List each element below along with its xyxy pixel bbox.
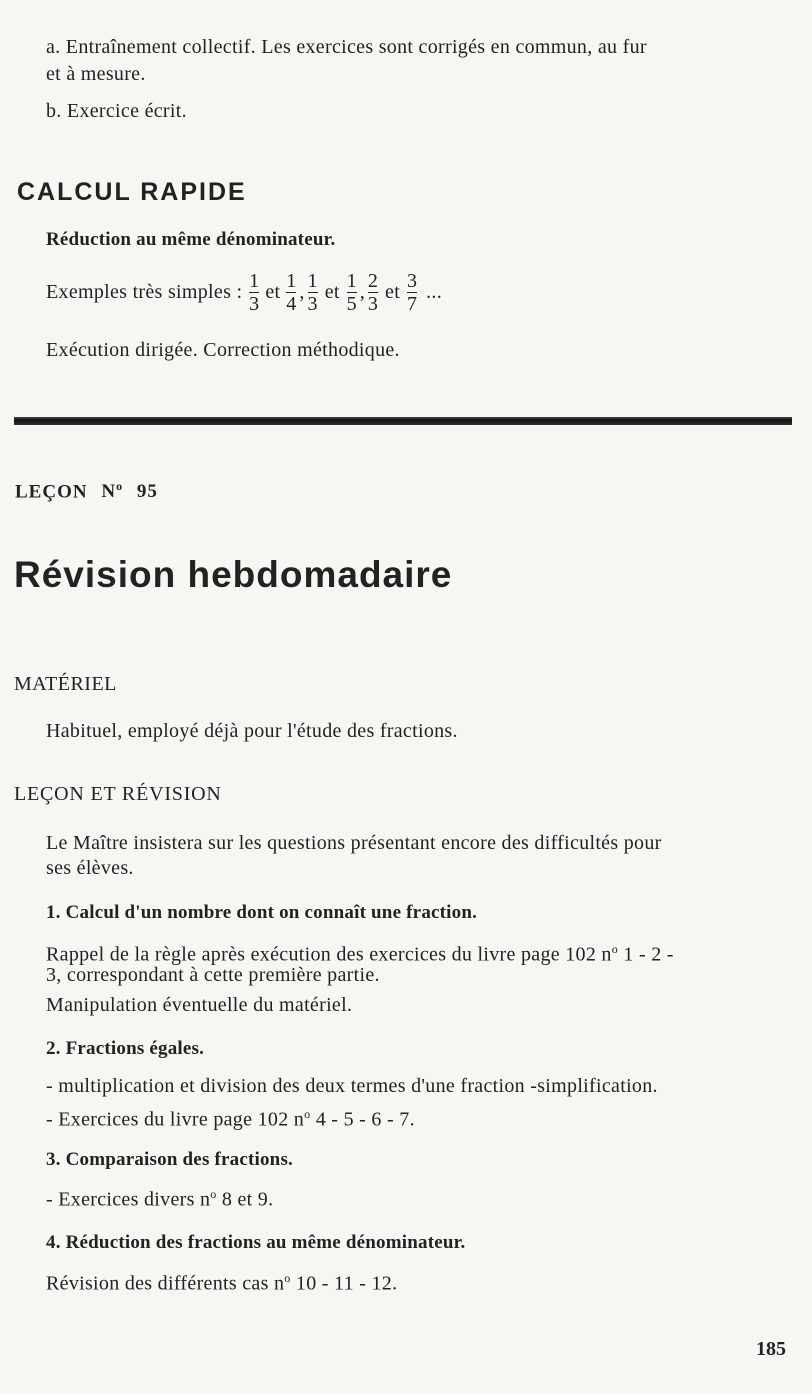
intro-a-text: Entraînement collectif. Les exercices sont corrigés en commun, au fur — [65, 36, 647, 58]
examples-label: Exemples très simples : — [46, 281, 243, 303]
et-word: et — [324, 281, 340, 303]
section-4-line-1: Révision des différents cas $n^o$ 10 - 11 - 12. — [46, 1271, 398, 1295]
lesson-number: 95 — [136, 481, 158, 503]
fraction: $\frac{1}{4}$ — [286, 269, 297, 315]
calcul-rapide-heading: CALCUL RAPIDE — [17, 178, 247, 206]
section-3-line-1: - Exercices divers $n^o$ 8 et 9. — [46, 1187, 274, 1211]
lesson-word: LEÇON — [15, 481, 88, 503]
revision-heading: LEÇON ET RÉVISION — [14, 783, 222, 805]
fraction: $\frac{1}{3}$ — [307, 269, 318, 315]
materiel-text: Habituel, employé déjà pour l'étude des fractions. — [46, 720, 458, 742]
calcul-subtitle: Réduction au même dénominateur. — [46, 229, 336, 250]
execution-text: Exécution dirigée. Correction méthodique. — [46, 339, 400, 361]
section-1-line-3: Manipulation éventuelle du matériel. — [46, 994, 353, 1016]
section-2-line-2: - Exercices du livre page 102 $n^o$ 4 - 5 - 6 - 7. — [46, 1107, 415, 1131]
revision-intro-1: Le Maître insistera sur les questions présentant encore des difficultés pour — [46, 832, 662, 854]
number-sup: o — [116, 479, 124, 493]
materiel-heading: MATÉRIEL — [14, 673, 117, 695]
section-3-title: 3. Comparaison des fractions. — [46, 1149, 293, 1170]
section-2-line-1: - multiplication et division des deux termes d'une fraction -simplification. — [46, 1075, 658, 1097]
intro-b-text: Exercice écrit. — [66, 100, 187, 122]
et-word: et — [265, 281, 281, 303]
section-2-title: 2. Fractions égales. — [46, 1038, 205, 1059]
number-label: N — [101, 481, 117, 503]
page-number: 185 — [756, 1338, 786, 1360]
section-4-title: 4. Réduction des fractions au même dénominateur. — [46, 1232, 466, 1253]
fraction-examples — [46, 264, 442, 320]
fraction: $\frac{1}{5}$ — [346, 269, 357, 315]
et-word: et — [385, 281, 401, 303]
intro-a-label: a. — [46, 36, 61, 58]
ellipsis: ... — [426, 281, 442, 303]
fraction: $\frac{2}{3}$ — [367, 269, 379, 315]
comma: , — [299, 281, 305, 303]
section-1-title: 1. Calcul d'un nombre dont on connaît une fraction. — [46, 902, 478, 923]
intro-b-label: b. — [46, 100, 62, 122]
intro-line-a — [46, 34, 647, 60]
comma: , — [359, 281, 366, 303]
page-title: Révision hebdomadaire — [14, 554, 453, 595]
lesson-label — [15, 479, 158, 503]
section-1-line-1: Rappel de la règle après exécution des exercices du livre page 102 $n^o$ 1 - 2 - — [46, 942, 674, 966]
section-1-line-2: 3, correspondant à cette première partie. — [46, 964, 380, 986]
revision-intro-2: ses élèves. — [46, 857, 134, 879]
section-divider — [14, 417, 792, 425]
fraction: $\frac{3}{7}$ — [406, 269, 418, 315]
fraction: $\frac{1}{3}$ — [249, 269, 260, 315]
intro-line-b — [46, 98, 187, 124]
intro-a-continuation: et à mesure. — [46, 63, 146, 85]
